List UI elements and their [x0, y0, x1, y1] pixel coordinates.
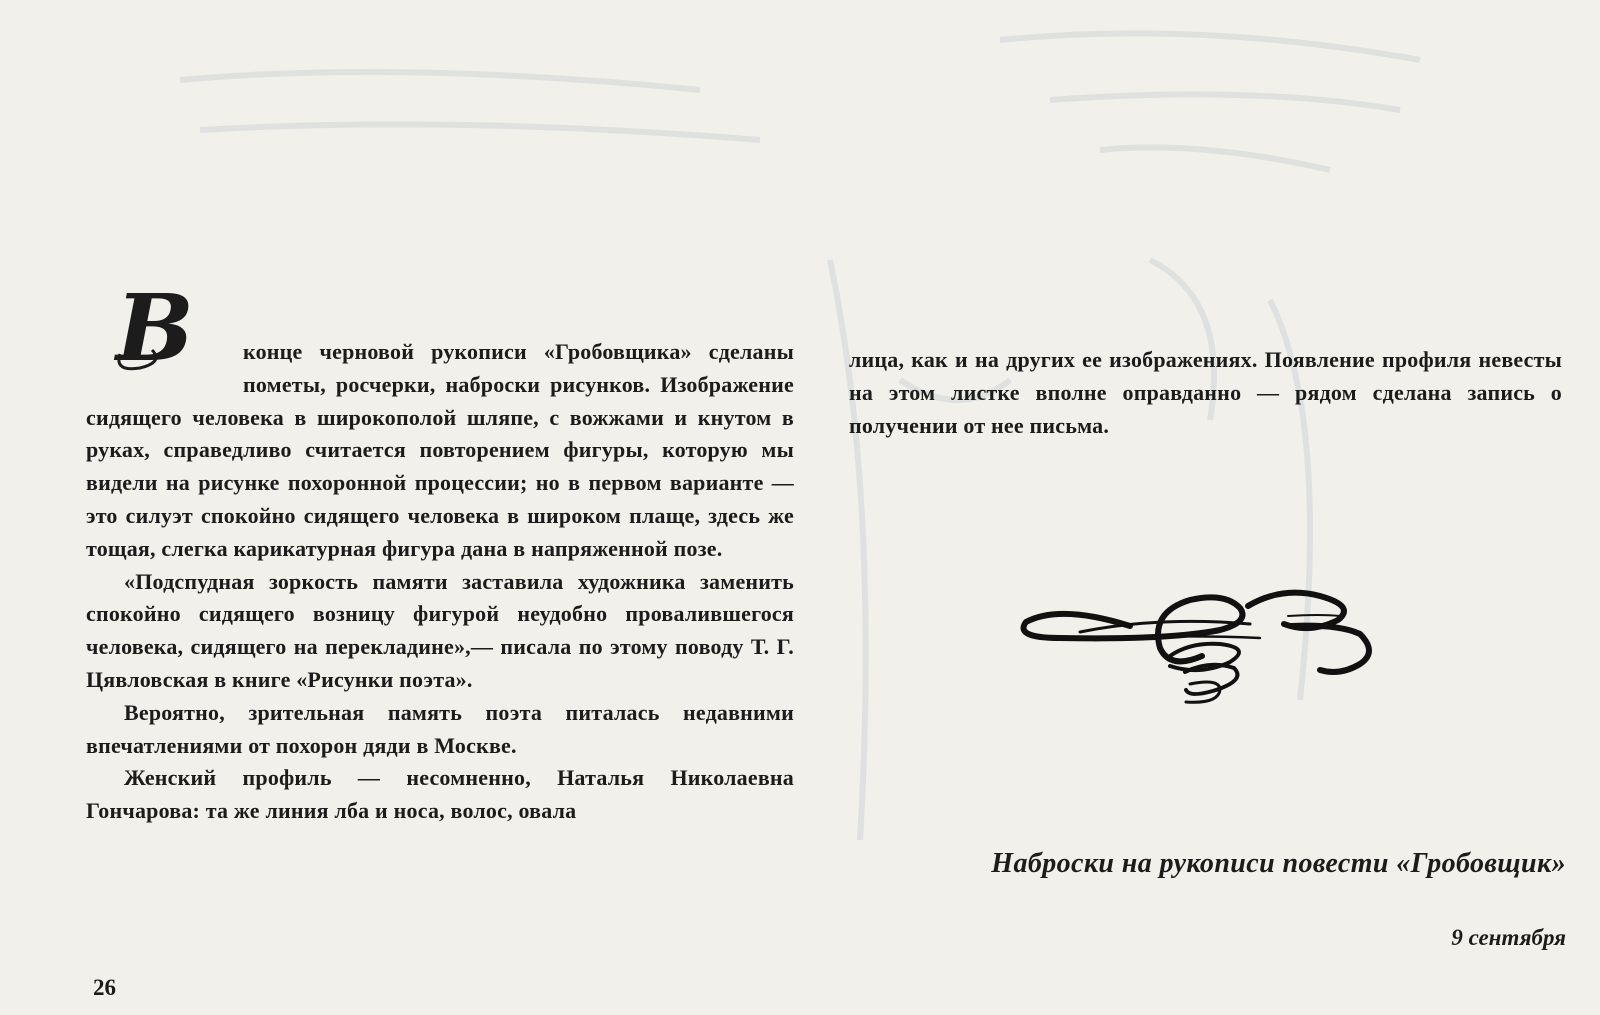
- paragraph-3: Вероятно, зрительная память поэта питалась недавними впечатлениями от похорон дяди в Москве.: [86, 699, 794, 758]
- paragraph-2: «Подспудная зоркость памяти заставила художника заменить спокойно сидящего возницу фигурой неудобно провалившегося человека, сидящего на перекладине»,— писала по этому поводу Т. Г. Цявловская в книге «Рисунки поэта».: [86, 568, 794, 692]
- drop-cap: [116, 284, 243, 380]
- paragraph-1: [86, 284, 794, 566]
- left-text-column: [86, 284, 794, 828]
- paragraph-5: лица, как и на других ее изображениях. Появление профиля невесты на этом листке вполне оправданно — рядом сделана запись о получении от нее письма.: [849, 347, 1562, 438]
- paragraph-4: Женский профиль — несомненно, Наталья Николаевна Гончарова: та же линия лба и носа, волос, овала: [86, 765, 794, 824]
- drop-cap-letter: В: [116, 284, 194, 380]
- flourish-signature-sketch: [1020, 586, 1380, 716]
- caption-date: 9 сентября: [1451, 925, 1566, 950]
- right-text-column: [849, 344, 1562, 442]
- figure-caption: Наброски на рукописи повести «Гробовщик»: [991, 848, 1566, 879]
- paragraph-1-text: конце черновой рукописи «Гробовщика» сделаны пометы, росчерки, наброски рисунков. Изображение сидящего человека в широкополой шляпе, с вожжами и кнутом в руках, справедливо считается повторением фигуры, которую мы видели на рисунке похоронной процессии; но в первом варианте — это силуэт спокойно сидящего человека в широком плаще, здесь же тощая, слегка карикатурная фигура дана в напряженной позе.: [86, 339, 794, 561]
- page-number: 26: [93, 975, 116, 1000]
